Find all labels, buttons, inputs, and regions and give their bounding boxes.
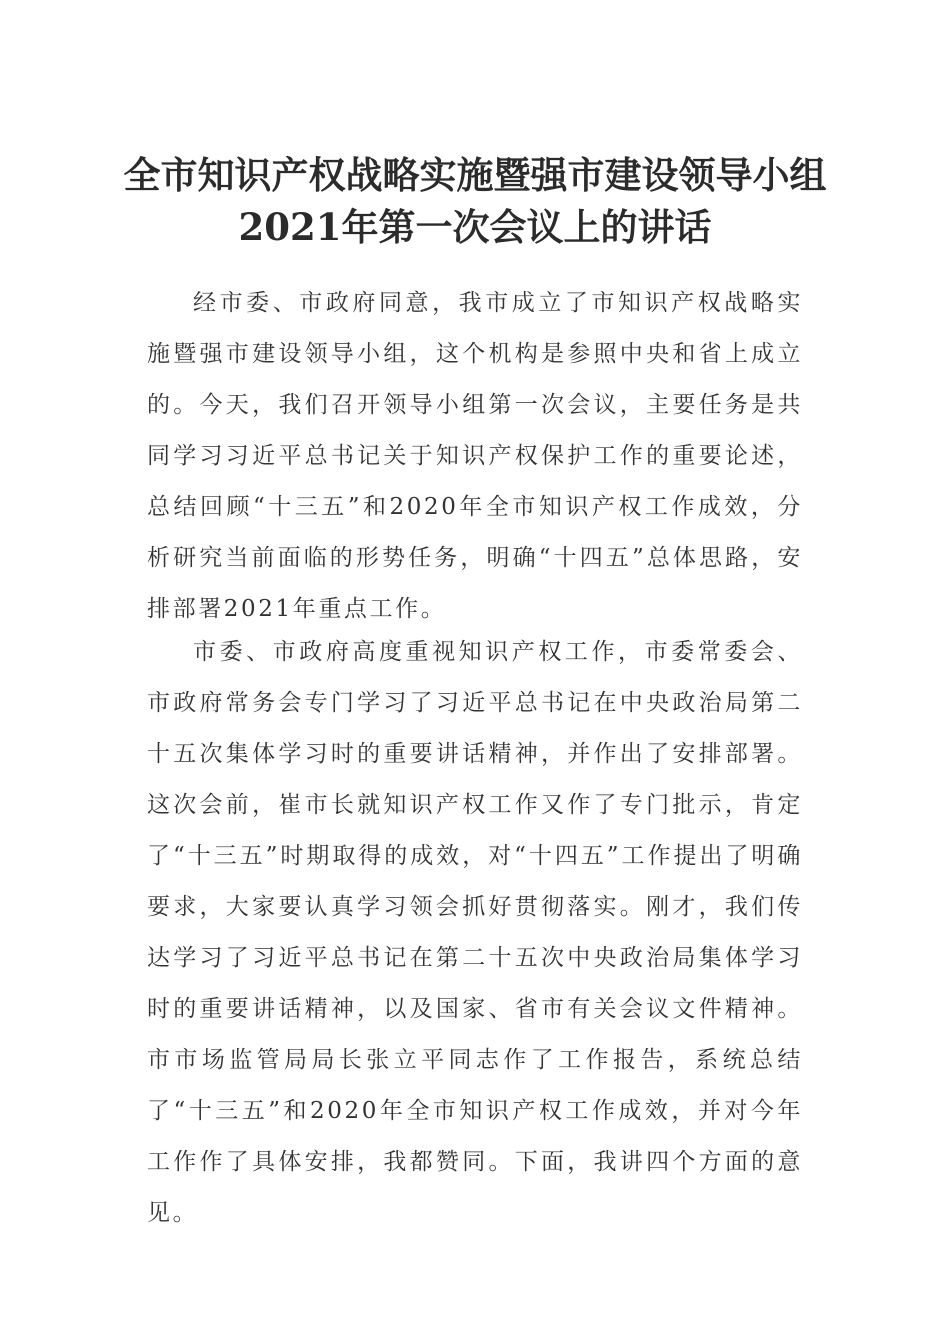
- document-title-line-2: 2021年第一次会议上的讲话: [238, 205, 712, 249]
- document-title-line-1: 全市知识产权战略实施暨强市建设领导小组: [123, 153, 827, 197]
- document-body-block-2: [147, 627, 803, 1239]
- document-body-block-1: [147, 278, 803, 635]
- paragraph-1: 经市委、市政府同意，我市成立了市知识产权战略实施暨强市建设领导小组，这个机构是参照中央和省上成立的。今天，我们召开领导小组第一次会议，主要任务是共同学习习近平总书记关于知识产权保护工作的重要论述，总结回顾“十三五”和2020年全市知识产权工作成效，分析研究当前面临的形势任务，明确“十四五”总体思路，安排部署2021年重点工作。: [147, 290, 803, 622]
- paragraph-2: 市委、市政府高度重视知识产权工作，市委常委会、市政府常务会专门学习了习近平总书记在中央政治局第二十五次集体学习时的重要讲话精神，并作出了安排部署。这次会前，崔市长就知识产权工作又作了专门批示，肯定了“十三五”时期取得的成效，对“十四五”工作提出了明确要求，大家要认真学习领会抓好贯彻落实。刚才，我们传达学习了习近平总书记在第二十五次中央政治局集体学习时的重要讲话精神，以及国家、省市有关会议文件精神。市市场监管局局长张立平同志作了工作报告，系统总结了“十三五”和2020年全市知识产权工作成效，并对今年工作作了具体安排，我都赞同。下面，我讲四个方面的意见。: [147, 639, 803, 1226]
